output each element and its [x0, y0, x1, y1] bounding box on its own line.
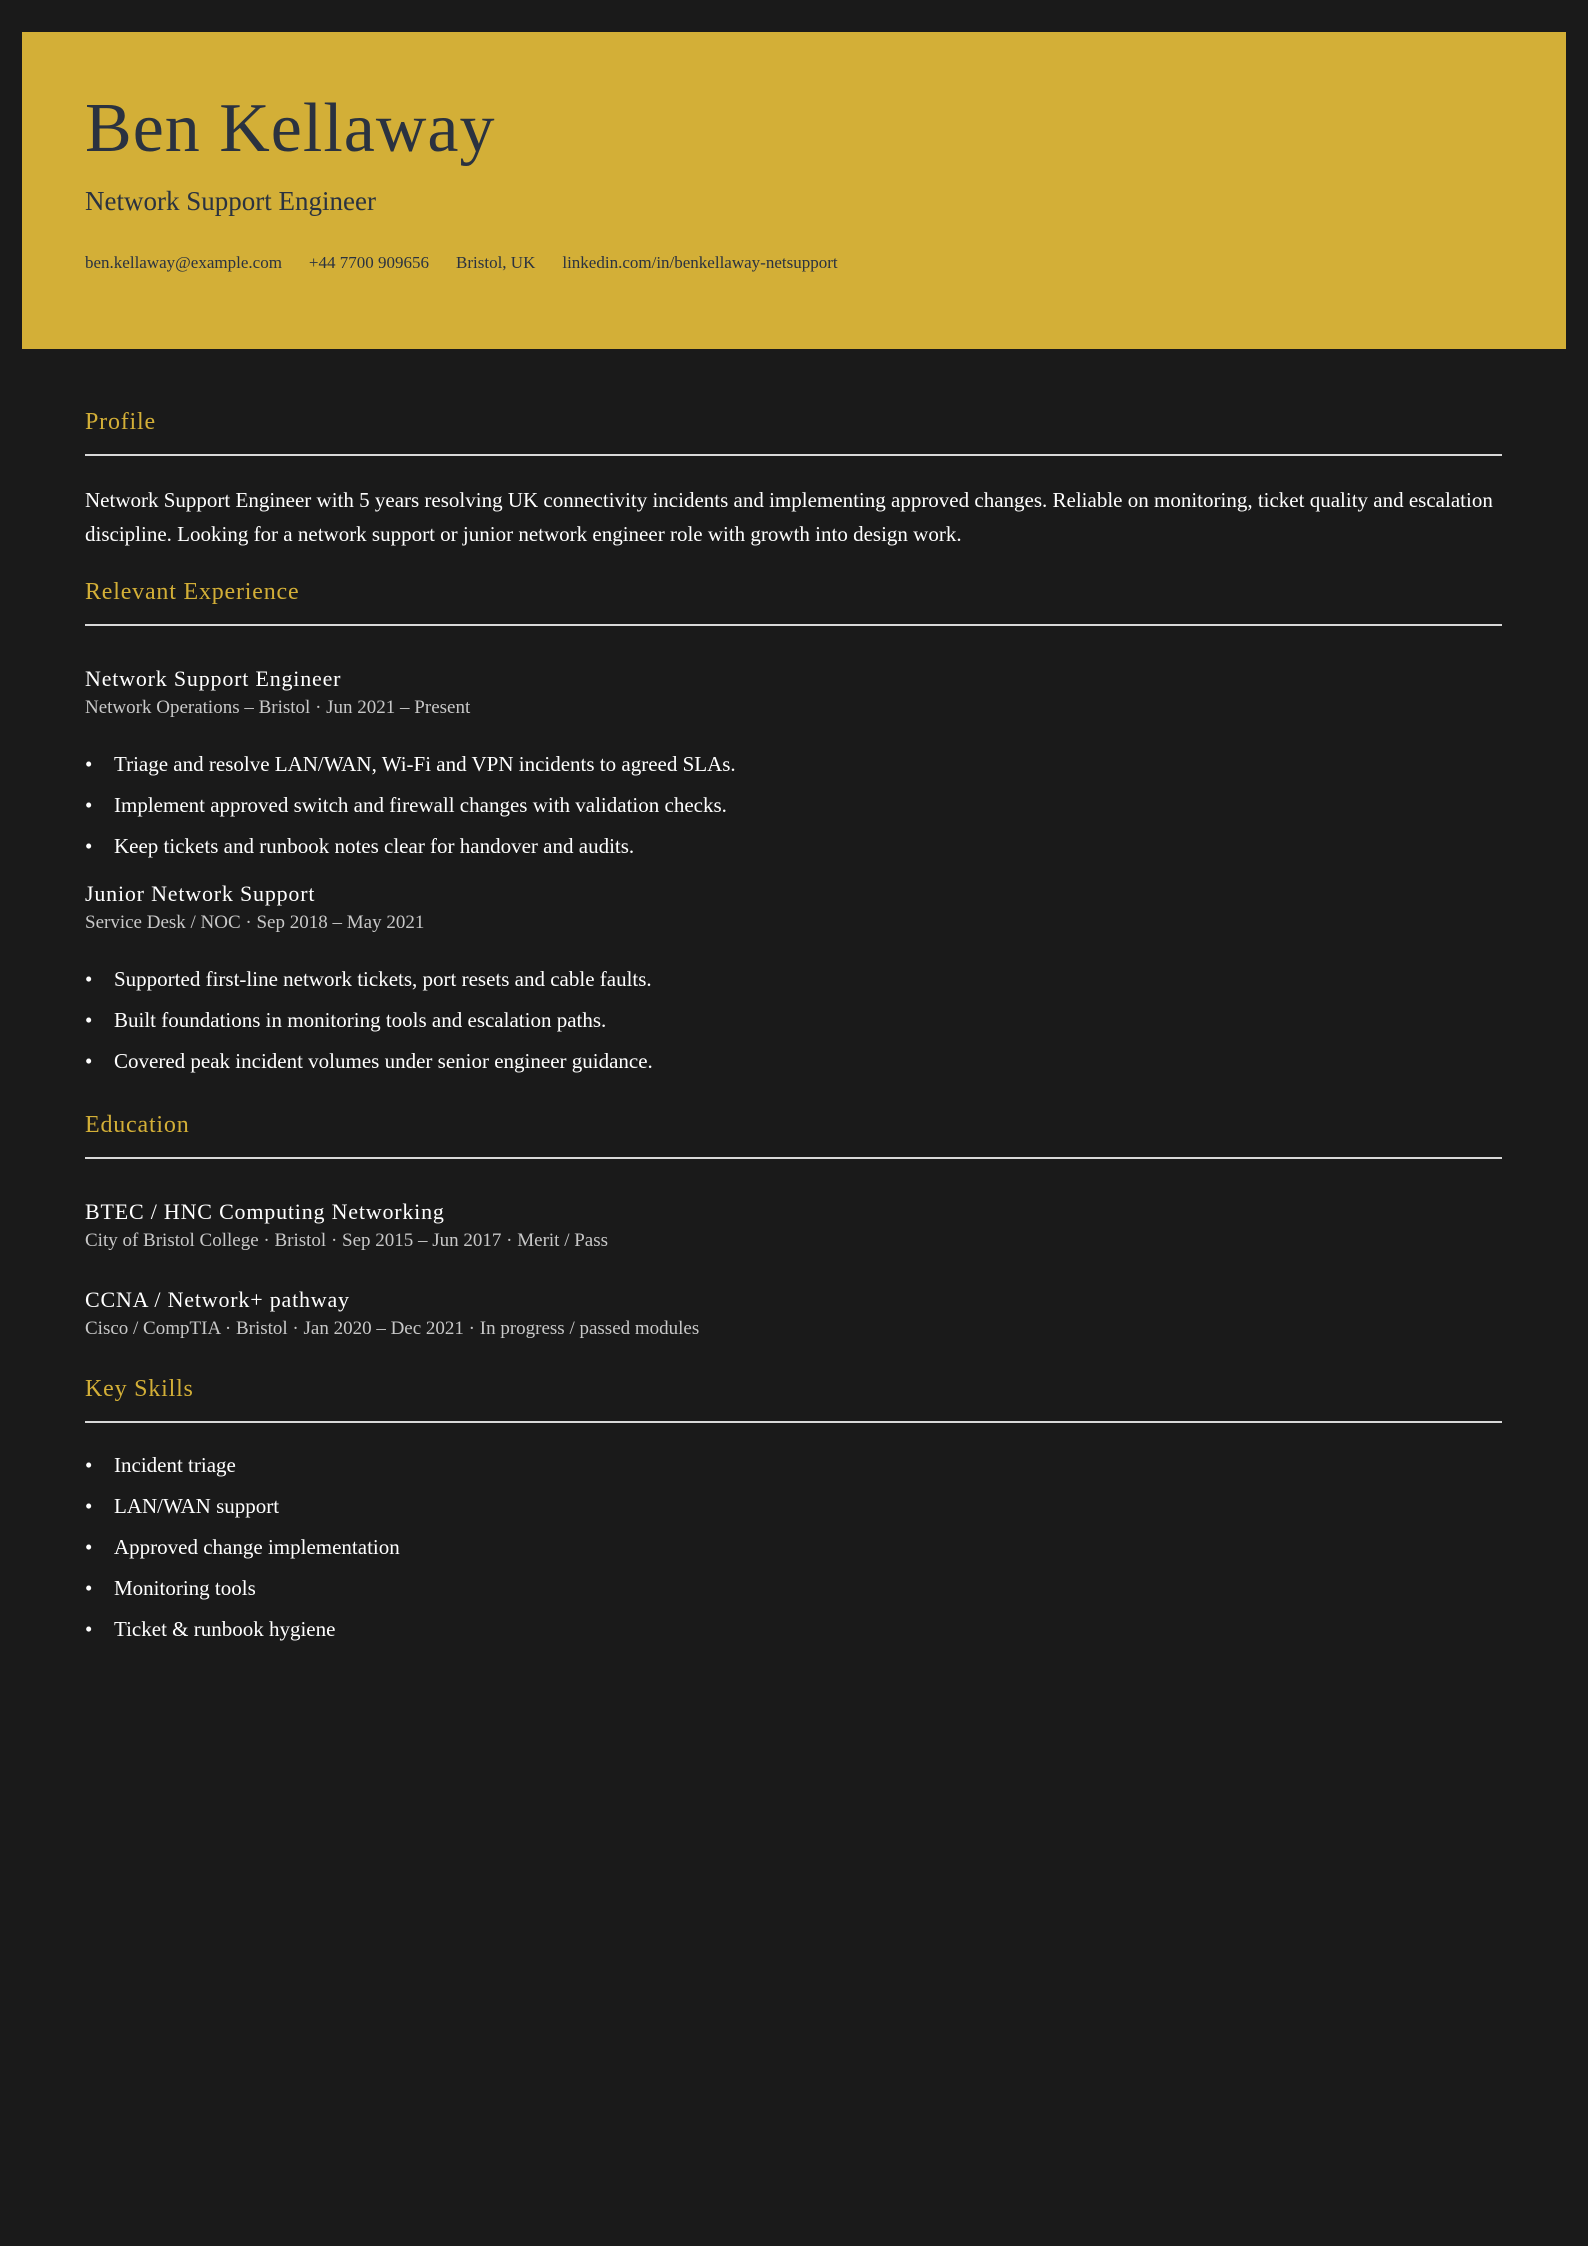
skill-item: [85, 1486, 1502, 1527]
bullet-marker: •: [85, 1535, 93, 1559]
job-role: Network Support Engineer: [85, 666, 342, 691]
contact-email[interactable]: ben.kellaway@example.com: [85, 253, 282, 272]
bullet-marker: •: [85, 1494, 93, 1518]
resume-body: [85, 404, 1502, 1650]
skill-item: [85, 1609, 1502, 1650]
skill-item: [85, 1445, 1502, 1486]
candidate-headline: Network Support Engineer: [85, 186, 376, 216]
resume-header: [22, 32, 1566, 349]
experience-section: [85, 574, 1502, 1082]
education-meta: Cisco / CompTIA · Bristol · Jan 2020 – Dec 2021 · In progress / passed modules: [85, 1318, 700, 1339]
bullet-item: [85, 959, 1502, 1000]
job-bullets: [85, 959, 1502, 1082]
bullet-item: [85, 1041, 1502, 1082]
section-title-education: Education: [85, 1107, 1502, 1159]
education-entry: [85, 1285, 1502, 1343]
bullet-marker: •: [85, 834, 93, 858]
skill-text: Ticket & runbook hygiene: [114, 1617, 336, 1641]
bullet-marker: •: [85, 1576, 93, 1600]
candidate-name: Ben Kellaway: [85, 90, 496, 167]
bullet-text: Keep tickets and runbook notes clear for handover and audits.: [114, 834, 635, 858]
skill-item: [85, 1527, 1502, 1568]
contact-linkedin[interactable]: linkedin.com/in/benkellaway-netsupport: [562, 253, 838, 272]
section-title-experience: Relevant Experience: [85, 574, 1502, 626]
profile-summary: Network Support Engineer with 5 years resolving UK connectivity incidents and implementing approved changes. Reliable on monitoring, ticket quality and escalation discipline. Looking for a network support or junior network engineer role with growth into design work.: [85, 488, 1493, 546]
bullet-marker: •: [85, 1617, 93, 1641]
skills-list: [85, 1445, 1502, 1650]
bullet-text: Implement approved switch and firewall changes with validation checks.: [114, 793, 727, 817]
education-meta: City of Bristol College · Bristol · Sep 2015 – Jun 2017 · Merit / Pass: [85, 1230, 609, 1251]
bullet-text: Built foundations in monitoring tools and escalation paths.: [114, 1008, 607, 1032]
skill-text: Incident triage: [114, 1453, 236, 1477]
profile-section: [85, 404, 1502, 551]
skill-text: Monitoring tools: [114, 1576, 256, 1600]
bullet-item: [85, 1000, 1502, 1041]
job-entry: [85, 664, 1502, 867]
bullet-marker: •: [85, 752, 93, 776]
job-bullets: [85, 744, 1502, 867]
job-role: Junior Network Support: [85, 881, 316, 906]
education-entry: [85, 1197, 1502, 1255]
education-name: CCNA / Network+ pathway: [85, 1287, 350, 1312]
skill-text: Approved change implementation: [114, 1535, 400, 1559]
bullet-item: [85, 785, 1502, 826]
section-title-skills: Key Skills: [85, 1371, 1502, 1423]
bullet-marker: •: [85, 1049, 93, 1073]
bullet-text: Covered peak incident volumes under senior engineer guidance.: [114, 1049, 653, 1073]
bullet-marker: •: [85, 1453, 93, 1477]
job-entry: [85, 879, 1502, 1082]
education-name: BTEC / HNC Computing Networking: [85, 1199, 445, 1224]
contact-phone[interactable]: +44 7700 909656: [308, 253, 430, 272]
skill-item: [85, 1568, 1502, 1609]
bullet-text: Supported first-line network tickets, port resets and cable faults.: [114, 967, 652, 991]
bullet-text: Triage and resolve LAN/WAN, Wi-Fi and VPN incidents to agreed SLAs.: [114, 752, 736, 776]
job-meta: Network Operations – Bristol · Jun 2021 – Present: [85, 697, 471, 718]
bullet-marker: •: [85, 1008, 93, 1032]
bullet-marker: •: [85, 967, 93, 991]
education-section: [85, 1107, 1502, 1343]
section-title-profile: Profile: [85, 404, 1502, 456]
skill-text: LAN/WAN support: [114, 1494, 280, 1518]
bullet-marker: •: [85, 793, 93, 817]
bullet-item: [85, 744, 1502, 785]
skills-section: [85, 1371, 1502, 1650]
bullet-item: [85, 826, 1502, 867]
contact-location: Bristol, UK: [456, 253, 536, 272]
contact-info: [85, 253, 838, 273]
job-meta: Service Desk / NOC · Sep 2018 – May 2021: [85, 912, 425, 933]
